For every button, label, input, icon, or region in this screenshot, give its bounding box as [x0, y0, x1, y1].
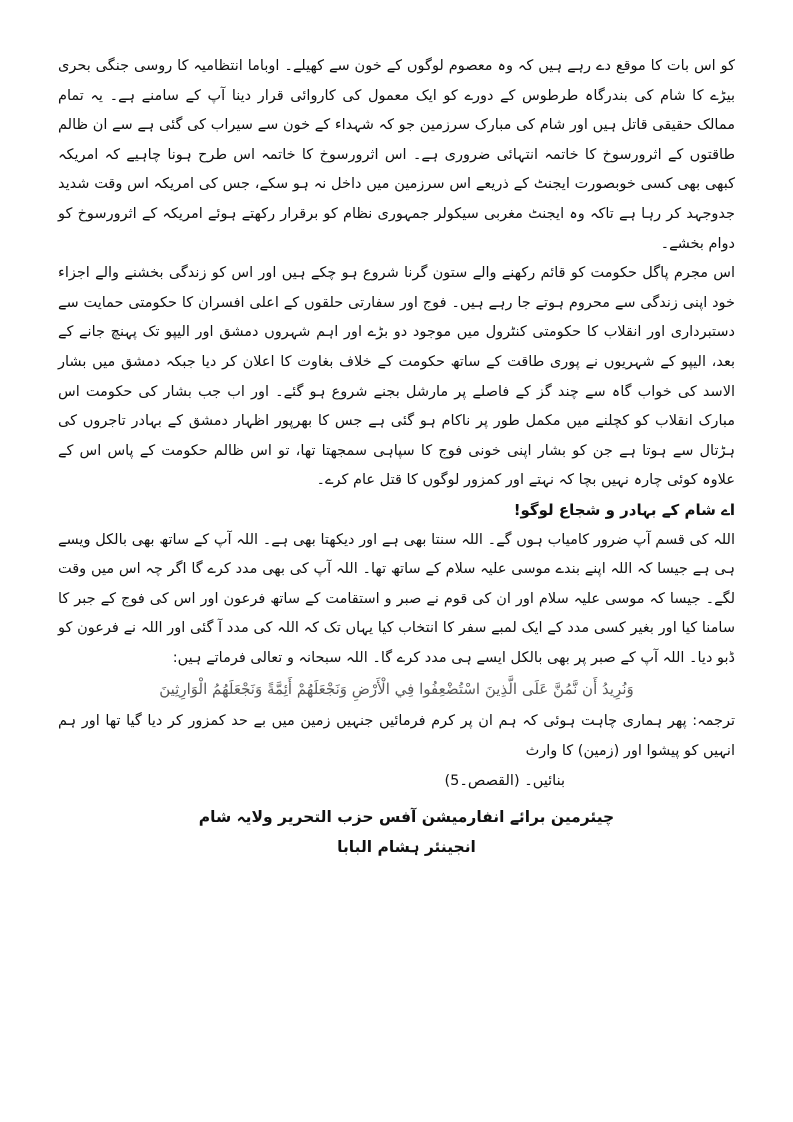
document-body [58, 52, 735, 862]
paragraph-1: کو اس بات کا موقع دے رہے ہیں کہ وہ معصوم لوگوں کے خون سے کھیلے۔ اوباما انتظامیہ کا روسی جنگی بحری بیڑے کا شام کی بندرگاہ طرطوس کے دورے کو ایک معمول کی کاروائی قرار دینا آپ کے سامنے ہے۔ یہ تمام ممالک حقیقی قاتل ہیں اور شام کی مبارک سرزمین جو کہ شہداء کے خون سے سیراب کی گئی ہے سے ان ظالم طاقتوں کے اثرورسوخ کا خاتمہ انتہائی ضروری ہے۔ اس اثرورسوخ کا خاتمہ اس طرح ہونا چاہیے کہ امریکہ کبھی بھی کسی خوبصورت ایجنٹ کے ذریعے اس سرزمین میں داخل نہ ہو سکے، جس کی امریکہ اس وقت شدید جدوجہد کر رہا ہے تاکہ وہ ایجنٹ مغربی سیکولر جمہوری نظام کو برقرار رکھتے ہوئے امریکہ کے اثرورسوخ کو دوام بخشے۔ [58, 58, 735, 252]
verse-translation: ترجمہ: پھر ہماری چاہت ہوئی کہ ہم ان پر کرم فرمائیں جنہیں زمین میں بے حد کمزور کر دیا گیا تھا اور ہم انہیں کو پیشوا اور (زمین) کا وارث [58, 713, 735, 760]
paragraph-2: اس مجرم پاگل حکومت کو قائم رکھنے والے ستون گرنا شروع ہو چکے ہیں اور اس کو زندگی بخشنے والے اجزاء خود اپنی زندگی سے محروم ہوتے جا رہے ہیں۔ فوج اور سفارتی حلقوں کے اعلی افسران کا حکومتی حمایت سے دستبرداری اور انقلاب کا حکومتی کنٹرول میں موجود دو بڑے اور اہم شہروں دمشق اور الیپو تک پہنچ جانے کے بعد، الیپو کے شہریوں نے پوری طاقت کے ساتھ حکومت کے خلاف بغاوت کا اعلان کر دیا جبکہ دمشق میں بشار الاسد کی خواب گاہ سے چند گز کے فاصلے پر مارشل بجنے شروع ہو گئے۔ اور اب جب بشار کی حکومت اس مبارک انقلاب کو کچلنے میں مکمل طور پر ناکام ہو گئی ہے جس کا بھرپور اظہار دمشق کے بہادر تاجروں کی ہڑتال سے ہوتا ہے جن کو بشار اپنی خونی فوج کا سپاہی سمجھتا تھا، تو اس ظالم حکومت کے پاس اس کے علاوہ کوئی چارہ نہیں بچا کہ نہتے اور کمزور لوگوں کا قتل عام کرے۔ [58, 265, 735, 489]
signature-name: انجینئر ہشام البابا [337, 838, 476, 857]
verse-reference: بنائیں۔ (القصص۔5) [444, 772, 565, 789]
address-line: اے شام کے بہادر و شجاع لوگو! [513, 500, 735, 519]
quran-verse: وَنُرِيدُ أَن نَّمُنَّ عَلَى الَّذِينَ اسْتُضْعِفُوا فِي الْأَرْضِ وَنَجْعَلَهُمْ أَئِمَّةً وَنَجْعَلَهُمُ الْوَارِثِينَ [159, 680, 634, 699]
paragraph-3: اللہ کی قسم آپ ضرور کامیاب ہوں گے۔ اللہ سنتا بھی ہے اور دیکھتا بھی ہے۔ اللہ آپ کے ساتھ بھی بالکل ویسے ہی ہے جیسا کہ اللہ اپنے بندے موسی علیہ سلام کے ساتھ تھا۔ اللہ آپ کی بھی مدد کرے گا اگر چہ اس میں وقت لگے۔ جیسا کہ موسی علیہ سلام اور ان کی قوم نے صبر و استقامت کے ساتھ فرعون اور اس کی فوج کے جبر کا سامنا کیا اور بغیر کسی مدد کے ایک لمبے سفر کا انتخاب کیا یہاں تک کہ اللہ کی مدد آ گئی اور اللہ نے فرعون کو ڈبو دیا۔ اللہ آپ کے صبر پر بھی بالکل ایسے ہی مدد کرے گا۔ اللہ سبحانہ و تعالی فرماتے ہیں: [58, 531, 735, 666]
signature-block [58, 802, 735, 862]
signature-title: چیئرمین برائے انفارمیشن آفس حزب التحریر ولایہ شام [198, 808, 615, 827]
